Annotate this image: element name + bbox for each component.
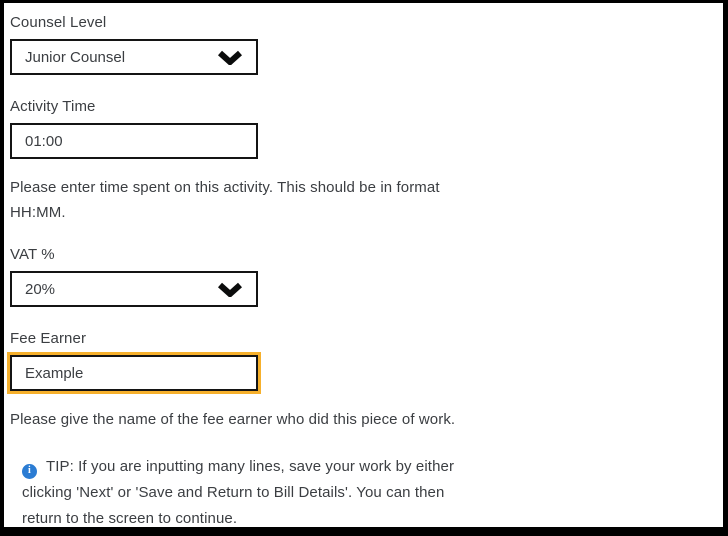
tip-line-3: return to the screen to continue. — [22, 510, 238, 527]
vat-select[interactable] — [10, 271, 258, 307]
tip-note — [10, 454, 715, 532]
tip-line-2: clicking 'Next' or 'Save and Return to Bill Details'. You can then — [22, 484, 445, 501]
counsel-level-selected-value: Junior Counsel — [25, 48, 126, 66]
tip-line-1 — [22, 454, 715, 480]
counsel-level-label: Counsel Level — [10, 14, 107, 31]
fee-earner-label: Fee Earner — [10, 330, 87, 347]
activity-time-label: Activity Time — [10, 98, 96, 115]
activity-time-hint-line1: Please enter time spent on this activity. This should be in format — [10, 179, 440, 196]
vat-selected-value: 20% — [25, 280, 56, 298]
chevron-down-icon — [217, 282, 243, 297]
chevron-down-icon — [217, 50, 243, 65]
info-icon: i — [22, 464, 37, 479]
activity-time-hint — [10, 175, 715, 225]
fee-earner-hint — [10, 407, 715, 432]
vat-label: VAT % — [10, 246, 55, 263]
counsel-level-select[interactable] — [10, 39, 258, 75]
fee-earner-hint-text: Please give the name of the fee earner who did this piece of work. — [10, 411, 456, 428]
fee-earner-input[interactable] — [10, 355, 258, 391]
activity-time-hint-line2: HH:MM. — [10, 204, 66, 221]
tip-line-1-text: TIP: If you are inputting many lines, save your work by either — [46, 458, 455, 475]
activity-time-input[interactable] — [10, 123, 258, 159]
